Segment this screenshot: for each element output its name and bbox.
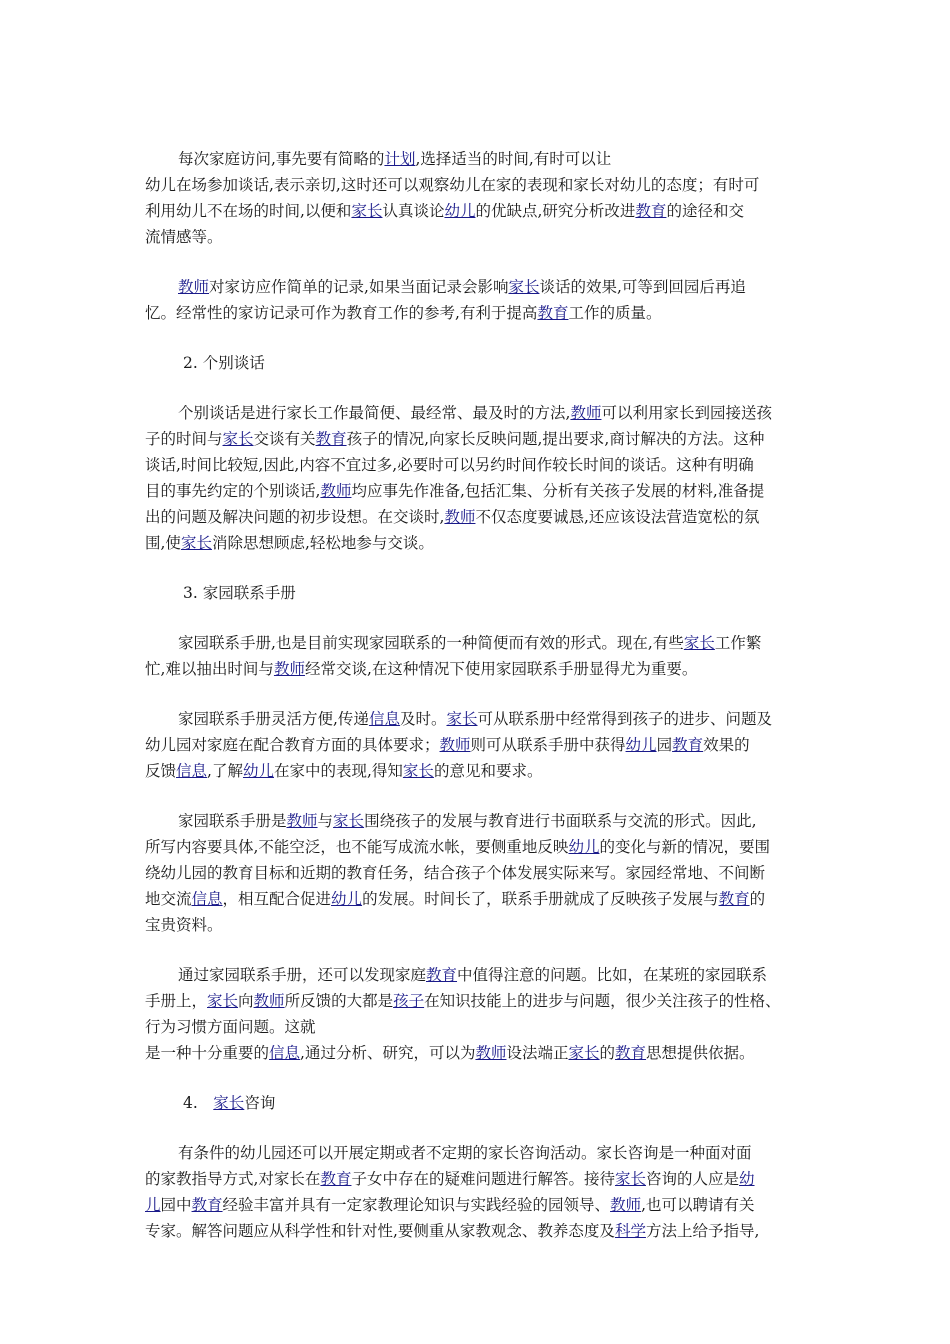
text-segment: 子的时间与 (145, 430, 223, 448)
text-segment: 的 (599, 1044, 616, 1062)
keyword-link[interactable]: 教育 (672, 736, 704, 754)
text-line (145, 1140, 815, 1166)
text-segment: 每次家庭访问,事先要有简略的 (178, 150, 385, 168)
keyword-link[interactable]: 教师 (610, 1196, 642, 1214)
text-segment: 围,使 (145, 534, 181, 552)
text-segment: 园中 (160, 1196, 192, 1214)
text-segment: 的途径和交 (666, 202, 744, 220)
text-segment: 所写内容要具体,不能空泛，也不能写成流水帐，要侧重地反映 (145, 838, 569, 856)
keyword-link[interactable]: 教育 (635, 202, 667, 220)
paragraph (145, 274, 815, 326)
keyword-link[interactable]: 家长 (508, 278, 540, 296)
text-segment: 专家。解答问题应从科学性和针对性,要侧重从家教观念、教养态度及 (145, 1222, 615, 1240)
keyword-link[interactable]: 教师 (253, 992, 285, 1010)
text-segment: 可从联系册中经常得到孩子的进步、问题及 (477, 710, 772, 728)
keyword-link[interactable]: 教育 (315, 430, 347, 448)
text-segment: 孩子的情况,向家长反映问题,提出要求,商讨解决的方法。这种 (346, 430, 765, 448)
keyword-link[interactable]: 家长 (207, 992, 239, 1010)
text-line (145, 1192, 815, 1218)
text-line (145, 452, 815, 478)
keyword-link[interactable]: 幼 (739, 1170, 755, 1188)
keyword-link[interactable]: 幼儿 (568, 838, 600, 856)
keyword-link[interactable]: 教师 (273, 660, 305, 678)
text-segment: 经常交谈,在这种情况下使用家园联系手册显得尤为重要。 (304, 660, 698, 678)
section-heading (145, 580, 815, 606)
text-line (145, 808, 815, 834)
paragraph (145, 400, 815, 556)
text-segment: ，相互配合促进 (222, 890, 332, 908)
keyword-link[interactable]: 儿 (145, 1196, 161, 1214)
text-line (145, 758, 815, 784)
text-segment: 思想提供依据。 (646, 1044, 755, 1062)
text-segment: 利用幼儿不在场的时间,以便和 (145, 202, 352, 220)
text-segment: 可以利用家长到园接送孩 (601, 404, 772, 422)
text-line (145, 478, 815, 504)
text-line (145, 886, 815, 912)
text-segment: 谈话的效果,可等到回园后再追 (539, 278, 746, 296)
keyword-link[interactable]: 家长 (402, 762, 434, 780)
keyword-link[interactable]: 家长 (213, 1094, 245, 1112)
text-segment: 4. (183, 1094, 214, 1112)
text-line (145, 530, 815, 556)
section-heading (145, 350, 815, 376)
text-segment: 围绕孩子的发展与教育进行书面联系与交流的形式。因此, (364, 812, 757, 830)
text-segment: 所反馈的大都是 (284, 992, 394, 1010)
text-line (145, 1166, 815, 1192)
text-segment: 家园联系手册是 (178, 812, 287, 830)
text-line (145, 300, 815, 326)
text-segment: 工作的质量。 (568, 304, 662, 322)
keyword-link[interactable]: 教师 (286, 812, 318, 830)
keyword-link[interactable]: 教育 (537, 304, 569, 322)
text-segment: ,选择适当的时间,有时可以让 (415, 150, 612, 168)
text-line (145, 172, 815, 198)
text-line (145, 350, 815, 376)
keyword-link[interactable]: 教师 (178, 278, 210, 296)
text-segment: 的优缺点,研究分析改进 (475, 202, 636, 220)
text-segment: 咨询的人应是 (645, 1170, 739, 1188)
text-segment: 效果的 (703, 736, 750, 754)
keyword-link[interactable]: 家长 (568, 1044, 600, 1062)
text-segment: 是一种十分重要的 (145, 1044, 270, 1062)
text-line (145, 988, 815, 1014)
text-line (145, 834, 815, 860)
text-line (145, 274, 815, 300)
paragraph (145, 630, 815, 682)
keyword-link[interactable]: 教师 (570, 404, 602, 422)
keyword-link[interactable]: 教育 (615, 1044, 647, 1062)
text-segment: 设法端正 (506, 1044, 569, 1062)
text-segment: 幼儿在场参加谈话,表示亲切,这时还可以观察幼儿在家的表现和家长对幼儿的态度；有时可 (145, 176, 760, 194)
text-line (145, 912, 815, 938)
text-segment: 出的问题及解决问题的初步设想。在交谈时, (145, 508, 445, 526)
keyword-link[interactable]: 教育 (320, 1170, 352, 1188)
text-segment: 则可从联系手册中获得 (470, 736, 626, 754)
text-segment: 忙,难以抽出时间与 (145, 660, 274, 678)
text-line (145, 962, 815, 988)
text-line (145, 400, 815, 426)
text-line (145, 504, 815, 530)
text-segment: 对家访应作简单的记录,如果当面记录会影响 (209, 278, 509, 296)
paragraph (145, 146, 815, 250)
keyword-link[interactable]: 教师 (475, 1044, 507, 1062)
text-segment: 手册上， (145, 992, 208, 1010)
text-segment: 均应事先作准备,包括汇集、分析有关孩子发展的材料,准备提 (351, 482, 765, 500)
text-line (145, 860, 815, 886)
paragraph (145, 808, 815, 938)
text-segment: 目的事先约定的个别谈话, (145, 482, 321, 500)
text-segment: 绕幼儿园的教育目标和近期的教育任务，结合孩子个体发展实际来写。家园经常地、不间断 (145, 864, 766, 882)
keyword-link[interactable]: 计划 (384, 150, 416, 168)
text-segment: 咨询 (244, 1094, 276, 1112)
keyword-link[interactable]: 家长 (222, 430, 254, 448)
keyword-link[interactable]: 家长 (683, 634, 715, 652)
text-segment: 向 (238, 992, 254, 1010)
document-body (145, 146, 815, 1268)
text-segment: 子女中存在的疑难问题进行解答。接待 (351, 1170, 615, 1188)
text-segment: 在知识技能上的进步与问题，很少关注孩子的性格、 (424, 992, 781, 1010)
keyword-link[interactable]: 教师 (444, 508, 476, 526)
text-segment: 谈话,时间比较短,因此,内容不宜过多,必要时可以另约时间作较长时间的谈话。这种有明确 (145, 456, 754, 474)
text-segment: 通过家园联系手册，还可以发现家庭 (178, 966, 427, 984)
keyword-link[interactable]: 家长 (351, 202, 383, 220)
keyword-link[interactable]: 家长 (333, 812, 365, 830)
keyword-link[interactable]: 家长 (614, 1170, 646, 1188)
text-line (145, 426, 815, 452)
text-segment: 个别谈话是进行家长工作最简便、最经常、最及时的方法, (178, 404, 571, 422)
text-segment: 在家中的表现,得知 (273, 762, 403, 780)
text-segment: 的家教指导方式,对家长在 (145, 1170, 321, 1188)
keyword-link[interactable]: 家长 (446, 710, 478, 728)
text-segment: 的变化与新的情况，要围 (599, 838, 770, 856)
text-segment: 的 (749, 890, 766, 908)
keyword-link[interactable]: 家长 (180, 534, 212, 552)
keyword-link[interactable]: 幼儿 (331, 890, 363, 908)
text-segment: 家园联系手册,也是目前实现家园联系的一种简便而有效的形式。现在,有些 (178, 634, 684, 652)
text-segment: 2. 个别谈话 (183, 354, 265, 372)
text-line (145, 198, 815, 224)
text-segment: 幼儿园对家庭在配合教育方面的具体要求； (145, 736, 440, 754)
text-line (145, 580, 815, 606)
text-segment: 认真谈论 (382, 202, 445, 220)
text-segment: 工作繁 (714, 634, 762, 652)
text-line (145, 1014, 815, 1040)
paragraph (145, 1140, 815, 1244)
keyword-link[interactable]: 教育 (426, 966, 458, 984)
text-line (145, 630, 815, 656)
text-segment: 消除思想顾虑,轻松地参与交谈。 (211, 534, 434, 552)
text-segment: 及时。 (399, 710, 447, 728)
keyword-link[interactable]: 幼儿 (625, 736, 657, 754)
text-segment: 地交流 (145, 890, 192, 908)
keyword-link[interactable]: 幼儿 (444, 202, 476, 220)
text-line (145, 1090, 815, 1116)
text-line (145, 224, 815, 250)
text-segment: 园 (656, 736, 673, 754)
text-segment: 反馈 (145, 762, 177, 780)
section-heading (145, 1090, 815, 1116)
text-line (145, 656, 815, 682)
keyword-link[interactable]: 科学 (614, 1222, 646, 1240)
text-segment: 方法上给予指导, (645, 1222, 760, 1240)
text-segment: 的发展。时间长了，联系手册就成了反映孩子发展与 (362, 890, 719, 908)
paragraph (145, 706, 815, 784)
text-segment: 3. 家园联系手册 (183, 584, 296, 602)
text-segment: 宝贵资料。 (145, 916, 223, 934)
text-line (145, 1218, 815, 1244)
keyword-link[interactable]: 教师 (320, 482, 352, 500)
text-line (145, 1040, 815, 1066)
text-segment: 有条件的幼儿园还可以开展定期或者不定期的家长咨询活动。家长咨询是一种面对面 (178, 1144, 752, 1162)
text-segment: ,也可以聘请有关 (641, 1196, 755, 1214)
keyword-link[interactable]: 幼儿 (242, 762, 274, 780)
text-segment: 经验丰富并具有一定家教理论知识与实践经验的园领导、 (222, 1196, 611, 1214)
text-segment: 的意见和要求。 (433, 762, 543, 780)
text-line (145, 732, 815, 758)
text-segment: 忆。经常性的家访记录可作为教育工作的参考,有利于提高 (145, 304, 538, 322)
keyword-link[interactable]: 信息 (191, 890, 223, 908)
text-segment: 与 (317, 812, 334, 830)
text-segment: 中值得注意的问题。比如，在某班的家园联系 (457, 966, 768, 984)
text-segment: ,通过分析、研究，可以为 (300, 1044, 476, 1062)
keyword-link[interactable]: 信息 (176, 762, 208, 780)
keyword-link[interactable]: 教育 (718, 890, 750, 908)
keyword-link[interactable]: 信息 (368, 710, 400, 728)
keyword-link[interactable]: 教育 (191, 1196, 223, 1214)
text-segment: 交谈有关 (253, 430, 316, 448)
text-segment: 流情感等。 (145, 228, 223, 246)
keyword-link[interactable]: 信息 (269, 1044, 301, 1062)
text-line (145, 706, 815, 732)
text-segment: ,了解 (207, 762, 243, 780)
paragraph (145, 962, 815, 1066)
keyword-link[interactable]: 教师 (439, 736, 471, 754)
text-line (145, 146, 815, 172)
keyword-link[interactable]: 孩子 (393, 992, 425, 1010)
text-segment: 不仅态度要诚恳,还应该设法营造宽松的氛 (475, 508, 760, 526)
text-segment: 家园联系手册灵活方便,传递 (178, 710, 369, 728)
text-segment: 行为习惯方面问题。这就 (145, 1018, 316, 1036)
